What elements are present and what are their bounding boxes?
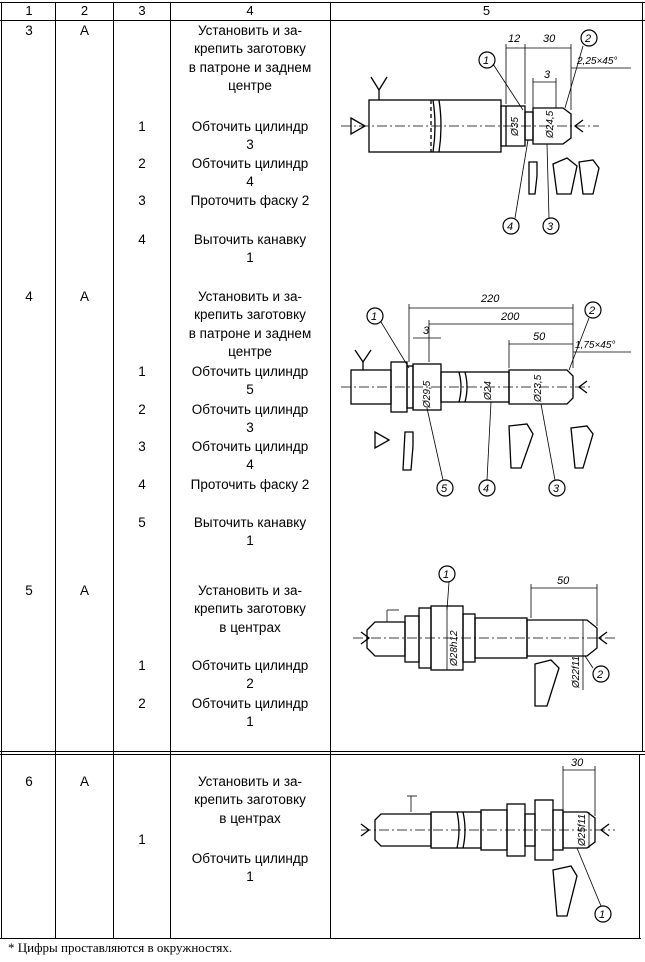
- col-border: [113, 2, 114, 938]
- step-text: Обточить цилиндр 1: [191, 851, 309, 885]
- operation-sketch: [331, 560, 641, 748]
- setup-text: Установить и за- крепить заготовку в центрах: [194, 774, 306, 826]
- step-text: Проточить фаску 2: [190, 477, 310, 492]
- column-header-2: 2: [80, 3, 89, 18]
- dim-label: 3: [544, 69, 551, 81]
- dim-label: 12: [508, 33, 521, 45]
- locator-symbol: [375, 432, 389, 448]
- clamp-symbol: [371, 77, 387, 90]
- dim-label: 1,75×45°: [575, 340, 616, 351]
- dim-label: Ø24: [483, 381, 494, 400]
- setup-letter: А: [79, 583, 89, 598]
- dim-label: 220: [481, 293, 500, 305]
- operation-number: 4: [25, 289, 33, 304]
- step-number: 3: [138, 439, 146, 454]
- step-number: 5: [138, 515, 146, 530]
- callout-number: 1: [483, 55, 490, 67]
- table-top-border: [0, 2, 645, 3]
- row-divider: [0, 751, 645, 752]
- dim-label: Ø22f11: [571, 655, 582, 688]
- cutting-tool: [535, 660, 559, 706]
- setup-text: Установить и за- крепить заготовку в патроне и заднем центре: [188, 289, 312, 360]
- row-divider: [0, 754, 645, 755]
- col-border: [1, 2, 2, 938]
- step-text: Обточить цилиндр 2: [191, 658, 309, 692]
- step-number: 1: [138, 832, 146, 847]
- cutting-tool: [529, 162, 537, 194]
- cutting-tool: [509, 424, 533, 468]
- dim-label: Ø24,5: [545, 110, 556, 138]
- column-header-3: 3: [138, 3, 146, 18]
- cutting-tool: [571, 426, 593, 468]
- clamp-symbol: [355, 350, 371, 362]
- callout-number: 1: [599, 909, 606, 921]
- dim-label: Ø29,5: [422, 380, 433, 408]
- step-number: 4: [138, 477, 146, 492]
- col-border: [55, 2, 56, 938]
- cutting-tool: [553, 158, 577, 194]
- step-number: 3: [138, 193, 146, 208]
- setup-text: Установить и за- крепить заготовку в патроне и заднем центре: [188, 23, 312, 94]
- step-text: Обточить цилиндр 5: [191, 364, 309, 398]
- callout-number: 4: [483, 483, 490, 495]
- cutting-tool: [553, 866, 577, 916]
- footnote: * Цифры проставляются в окружностях.: [8, 940, 233, 955]
- step-text: Обточить цилиндр 4: [191, 439, 309, 473]
- dim-label: 3: [423, 325, 430, 337]
- column-header-5: 5: [482, 3, 491, 18]
- col-border: [639, 754, 640, 938]
- step-text: Обточить цилиндр 1: [191, 696, 309, 730]
- header-row-border: [0, 20, 645, 21]
- callout-number: 2: [589, 305, 596, 317]
- setup-text: Установить и за- крепить заготовку в центрах: [194, 583, 306, 635]
- callout-number: 5: [441, 483, 448, 495]
- operation-sketch: [331, 284, 641, 574]
- dim-label: 50: [533, 331, 546, 343]
- cutting-tool: [403, 432, 413, 470]
- dim-label: Ø25f11: [577, 813, 588, 846]
- dim-label: 2,25×45°: [577, 56, 618, 67]
- dim-label: Ø23,5: [533, 374, 544, 402]
- setup-letter: А: [79, 774, 89, 789]
- column-header-4: 4: [246, 3, 254, 18]
- cutting-tool: [579, 160, 599, 194]
- step-number: 1: [138, 658, 146, 673]
- callout-number: 2: [597, 669, 604, 681]
- dim-label: Ø28h12: [449, 630, 460, 666]
- column-header-1: 1: [25, 3, 33, 18]
- step-text: Обточить цилиндр 3: [191, 119, 309, 153]
- step-text: Обточить цилиндр 3: [191, 402, 309, 436]
- callout-number: 2: [585, 33, 592, 45]
- dim-label: 200: [501, 311, 520, 323]
- step-text: Проточить фаску 2: [190, 193, 310, 208]
- step-text: Выточить канавку 1: [193, 515, 307, 549]
- step-number: 2: [138, 696, 146, 711]
- operation-sketch: [331, 22, 641, 280]
- step-text: Выточить канавку 1: [193, 232, 307, 266]
- operation-number: 5: [25, 583, 33, 598]
- dim-label: 30: [543, 33, 556, 45]
- col-border: [642, 2, 643, 751]
- callout-number: 3: [547, 221, 554, 233]
- step-text: Обточить цилиндр 4: [191, 156, 309, 190]
- table-bottom-border: [0, 938, 641, 939]
- step-number: 2: [138, 156, 146, 171]
- step-number: 2: [138, 402, 146, 417]
- dim-label: 30: [571, 757, 584, 769]
- setup-letter: А: [79, 289, 89, 304]
- setup-letter: А: [79, 23, 89, 38]
- step-number: 1: [138, 119, 146, 134]
- callout-number: 1: [443, 569, 450, 581]
- dim-label: Ø35: [510, 117, 521, 136]
- operation-number: 3: [25, 23, 33, 38]
- operation-sketch: [331, 756, 637, 936]
- callout-number: 4: [507, 221, 514, 233]
- step-number: 4: [138, 232, 146, 247]
- callout-number: 3: [553, 483, 560, 495]
- callout-number: 1: [371, 311, 378, 323]
- dim-label: 50: [557, 575, 570, 587]
- operation-number: 6: [25, 774, 33, 789]
- step-number: 1: [138, 364, 146, 379]
